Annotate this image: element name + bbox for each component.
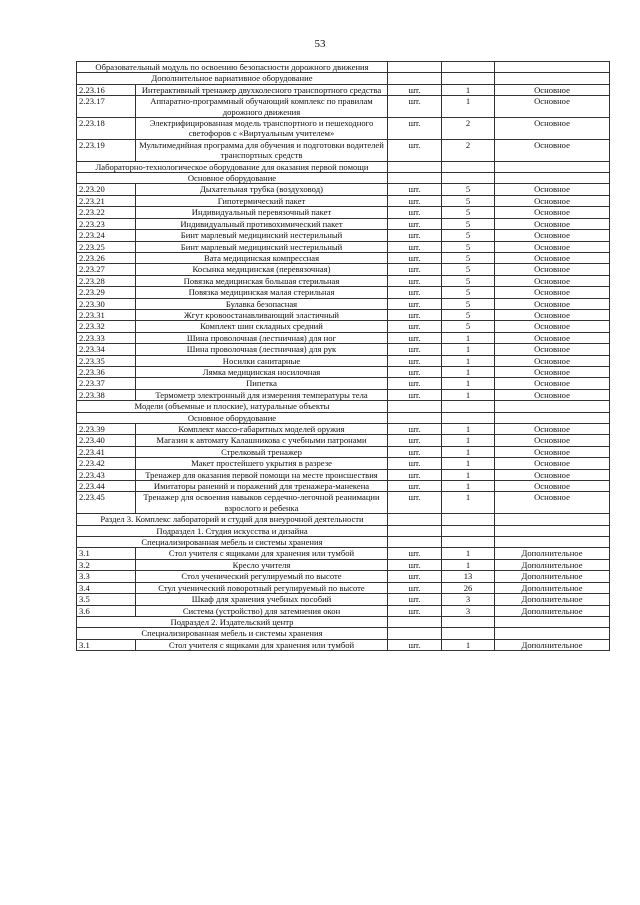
unit-cell (388, 537, 442, 548)
item-quantity: 5 (442, 287, 495, 298)
item-unit: шт. (388, 481, 442, 492)
item-number: 2.23.24 (77, 230, 136, 241)
item-type: Основное (495, 481, 610, 492)
type-cell (495, 161, 610, 172)
item-quantity: 1 (442, 481, 495, 492)
item-type: Дополнительное (495, 582, 610, 593)
table-row (77, 344, 610, 355)
qty-cell (442, 161, 495, 172)
table-row (77, 424, 610, 435)
item-quantity: 26 (442, 582, 495, 593)
qty-cell (442, 514, 495, 525)
item-quantity: 13 (442, 571, 495, 582)
item-name: Носилки санитарные (136, 355, 388, 366)
section-row (77, 161, 610, 172)
section-row (77, 412, 610, 423)
table-row (77, 241, 610, 252)
item-name: Кресло учителя (136, 559, 388, 570)
item-number: 2.23.42 (77, 458, 136, 469)
item-name: Стол ученический регулируемый по высоте (136, 571, 388, 582)
item-type: Основное (495, 241, 610, 252)
item-type: Основное (495, 118, 610, 140)
item-number: 2.23.36 (77, 366, 136, 377)
item-name: Мультимедийная программа для обучения и подготовки водителей транспортных средств (136, 139, 388, 161)
table-row (77, 309, 610, 320)
item-type: Основное (495, 139, 610, 161)
item-unit: шт. (388, 252, 442, 263)
item-unit: шт. (388, 389, 442, 400)
item-name: Тренажер для оказания первой помощи на месте происшествия (136, 469, 388, 480)
item-name: Стол учителя с ящиками для хранения или тумбой (136, 639, 388, 650)
table-row (77, 605, 610, 616)
table-row (77, 492, 610, 514)
item-type: Основное (495, 207, 610, 218)
item-quantity: 1 (442, 344, 495, 355)
unit-cell (388, 514, 442, 525)
item-name: Индивидуальный противохимический пакет (136, 218, 388, 229)
item-quantity: 5 (442, 275, 495, 286)
item-quantity: 1 (442, 446, 495, 457)
item-type: Основное (495, 389, 610, 400)
item-number: 2.23.35 (77, 355, 136, 366)
item-quantity: 1 (442, 424, 495, 435)
table-row (77, 481, 610, 492)
item-unit: шт. (388, 355, 442, 366)
item-number: 2.23.22 (77, 207, 136, 218)
item-number: 2.23.39 (77, 424, 136, 435)
section-row (77, 173, 610, 184)
item-type: Дополнительное (495, 605, 610, 616)
item-name: Макет простейшего укрытия в разрезе (136, 458, 388, 469)
table-row (77, 446, 610, 457)
qty-cell (442, 525, 495, 536)
item-type: Основное (495, 435, 610, 446)
type-cell (495, 537, 610, 548)
unit-cell (388, 616, 442, 627)
section-title: Основное оборудование (77, 173, 388, 184)
item-unit: шт. (388, 309, 442, 320)
item-quantity: 2 (442, 118, 495, 140)
table-row (77, 118, 610, 140)
qty-cell (442, 412, 495, 423)
table-row (77, 84, 610, 95)
type-cell (495, 514, 610, 525)
item-number: 2.23.40 (77, 435, 136, 446)
item-type: Основное (495, 366, 610, 377)
item-name: Имитаторы ранений и поражений для тренажера-манекена (136, 481, 388, 492)
table-row (77, 275, 610, 286)
item-unit: шт. (388, 548, 442, 559)
item-type: Основное (495, 275, 610, 286)
qty-cell (442, 401, 495, 412)
item-quantity: 5 (442, 241, 495, 252)
item-quantity: 1 (442, 389, 495, 400)
table-row (77, 218, 610, 229)
item-number: 3.2 (77, 559, 136, 570)
type-cell (495, 628, 610, 639)
qty-cell (442, 73, 495, 84)
item-type: Основное (495, 344, 610, 355)
type-cell (495, 412, 610, 423)
item-number: 3.4 (77, 582, 136, 593)
item-unit: шт. (388, 605, 442, 616)
item-name: Гипотермический пакет (136, 195, 388, 206)
item-unit: шт. (388, 298, 442, 309)
item-quantity: 1 (442, 492, 495, 514)
item-name: Шина проволочная (лестничная) для ног (136, 332, 388, 343)
item-quantity: 2 (442, 139, 495, 161)
table-row (77, 458, 610, 469)
item-name: Повязка медицинская малая стерильная (136, 287, 388, 298)
item-name: Тренажер для освоения навыков сердечно-легочной реанимации взрослого и ребенка (136, 492, 388, 514)
item-number: 2.23.43 (77, 469, 136, 480)
item-type: Основное (495, 230, 610, 241)
unit-cell (388, 62, 442, 73)
item-quantity: 5 (442, 195, 495, 206)
page-number: 53 (314, 38, 326, 50)
qty-cell (442, 62, 495, 73)
item-number: 2.23.23 (77, 218, 136, 229)
section-row (77, 73, 610, 84)
item-number: 2.23.26 (77, 252, 136, 263)
item-unit: шт. (388, 218, 442, 229)
item-number: 2.23.45 (77, 492, 136, 514)
item-name: Система (устройство) для затемнения окон (136, 605, 388, 616)
item-unit: шт. (388, 84, 442, 95)
item-unit: шт. (388, 424, 442, 435)
item-quantity: 1 (442, 559, 495, 570)
section-row (77, 616, 610, 627)
item-number: 2.23.25 (77, 241, 136, 252)
item-name: Бинт марлевый медицинский нестерильный (136, 230, 388, 241)
item-quantity: 5 (442, 218, 495, 229)
item-unit: шт. (388, 275, 442, 286)
item-quantity: 1 (442, 469, 495, 480)
qty-cell (442, 173, 495, 184)
item-quantity: 5 (442, 207, 495, 218)
table-row (77, 355, 610, 366)
table-row (77, 594, 610, 605)
item-number: 2.23.19 (77, 139, 136, 161)
table-row (77, 639, 610, 650)
item-quantity: 5 (442, 252, 495, 263)
item-unit: шт. (388, 446, 442, 457)
item-number: 2.23.30 (77, 298, 136, 309)
item-unit: шт. (388, 332, 442, 343)
item-type: Дополнительное (495, 559, 610, 570)
table-row (77, 366, 610, 377)
table-row (77, 548, 610, 559)
item-quantity: 5 (442, 230, 495, 241)
item-name: Вата медицинская компрессная (136, 252, 388, 263)
type-cell (495, 73, 610, 84)
table-row (77, 298, 610, 309)
section-title: Образовательный модуль по освоению безопасности дорожного движения (77, 62, 388, 73)
table-row (77, 389, 610, 400)
item-unit: шт. (388, 195, 442, 206)
section-title: Основное оборудование (77, 412, 388, 423)
type-cell (495, 401, 610, 412)
section-title: Раздел 3. Комплекс лабораторий и студий для внеурочной деятельности (77, 514, 388, 525)
item-number: 2.23.18 (77, 118, 136, 140)
item-name: Комплект массо-габаритных моделей оружия (136, 424, 388, 435)
item-unit: шт. (388, 469, 442, 480)
item-unit: шт. (388, 230, 442, 241)
item-number: 2.23.17 (77, 96, 136, 118)
item-type: Основное (495, 424, 610, 435)
section-row (77, 525, 610, 536)
item-quantity: 1 (442, 378, 495, 389)
item-unit: шт. (388, 458, 442, 469)
item-unit: шт. (388, 344, 442, 355)
item-type: Основное (495, 355, 610, 366)
type-cell (495, 173, 610, 184)
table-row (77, 559, 610, 570)
table-row (77, 582, 610, 593)
item-unit: шт. (388, 207, 442, 218)
item-name: Аппаратно-программный обучающий комплекс по правилам дорожного движения (136, 96, 388, 118)
item-type: Дополнительное (495, 594, 610, 605)
section-title: Лабораторно-технологическое оборудование для оказания первой помощи (77, 161, 388, 172)
item-type: Основное (495, 378, 610, 389)
item-name: Лямка медицинская носилочная (136, 366, 388, 377)
table-row (77, 264, 610, 275)
item-quantity: 1 (442, 84, 495, 95)
item-type: Основное (495, 184, 610, 195)
item-unit: шт. (388, 118, 442, 140)
item-type: Основное (495, 96, 610, 118)
section-title: Подраздел 1. Студия искусства и дизайна (77, 525, 388, 536)
item-quantity: 5 (442, 309, 495, 320)
item-quantity: 1 (442, 332, 495, 343)
item-quantity: 5 (442, 184, 495, 195)
item-name: Термометр электронный для измерения температуры тела (136, 389, 388, 400)
item-type: Основное (495, 446, 610, 457)
item-name: Магазин к автомату Калашникова с учебными патронами (136, 435, 388, 446)
item-unit: шт. (388, 287, 442, 298)
item-number: 2.23.33 (77, 332, 136, 343)
item-number: 3.5 (77, 594, 136, 605)
item-number: 3.6 (77, 605, 136, 616)
section-row (77, 62, 610, 73)
item-name: Шина проволочная (лестничная) для рук (136, 344, 388, 355)
item-quantity: 1 (442, 458, 495, 469)
item-number: 2.23.28 (77, 275, 136, 286)
item-type: Основное (495, 264, 610, 275)
item-name: Бинт марлевый медицинский нестерильный (136, 241, 388, 252)
item-type: Основное (495, 84, 610, 95)
item-number: 2.23.34 (77, 344, 136, 355)
item-number: 2.23.38 (77, 389, 136, 400)
item-type: Основное (495, 218, 610, 229)
item-unit: шт. (388, 184, 442, 195)
section-title: Специализированная мебель и системы хранения (77, 537, 388, 548)
item-name: Стол учителя с ящиками для хранения или тумбой (136, 548, 388, 559)
item-number: 3.1 (77, 548, 136, 559)
item-unit: шт. (388, 435, 442, 446)
item-type: Дополнительное (495, 571, 610, 582)
item-quantity: 1 (442, 96, 495, 118)
item-quantity: 5 (442, 264, 495, 275)
type-cell (495, 616, 610, 627)
table-row (77, 469, 610, 480)
item-unit: шт. (388, 264, 442, 275)
item-name: Жгут кровоостанавливающий эластичный (136, 309, 388, 320)
type-cell (495, 525, 610, 536)
unit-cell (388, 412, 442, 423)
item-unit: шт. (388, 139, 442, 161)
item-name: Булавка безопасная (136, 298, 388, 309)
item-number: 2.23.44 (77, 481, 136, 492)
item-type: Основное (495, 195, 610, 206)
type-cell (495, 62, 610, 73)
item-type: Основное (495, 469, 610, 480)
item-type: Дополнительное (495, 548, 610, 559)
item-unit: шт. (388, 96, 442, 118)
item-type: Основное (495, 321, 610, 332)
item-unit: шт. (388, 639, 442, 650)
table-row (77, 252, 610, 263)
table-row (77, 230, 610, 241)
table-row (77, 207, 610, 218)
item-type: Основное (495, 287, 610, 298)
table-row (77, 287, 610, 298)
section-row (77, 537, 610, 548)
unit-cell (388, 173, 442, 184)
item-number: 2.23.29 (77, 287, 136, 298)
item-type: Основное (495, 252, 610, 263)
unit-cell (388, 73, 442, 84)
unit-cell (388, 628, 442, 639)
item-name: Шкаф для хранения учебных пособий (136, 594, 388, 605)
item-unit: шт. (388, 321, 442, 332)
qty-cell (442, 537, 495, 548)
unit-cell (388, 161, 442, 172)
item-unit: шт. (388, 378, 442, 389)
item-name: Пипетка (136, 378, 388, 389)
item-name: Электрифицированная модель транспортного и пешеходного светофоров с «Виртуальным учителем» (136, 118, 388, 140)
item-unit: шт. (388, 366, 442, 377)
item-quantity: 1 (442, 435, 495, 446)
equipment-table-body (77, 62, 610, 651)
item-number: 2.23.16 (77, 84, 136, 95)
table-row (77, 139, 610, 161)
item-number: 2.23.27 (77, 264, 136, 275)
item-unit: шт. (388, 492, 442, 514)
unit-cell (388, 401, 442, 412)
item-type: Основное (495, 458, 610, 469)
item-unit: шт. (388, 241, 442, 252)
item-name: Дыхательная трубка (воздуховод) (136, 184, 388, 195)
table-row (77, 96, 610, 118)
item-number: 2.23.20 (77, 184, 136, 195)
item-number: 2.23.21 (77, 195, 136, 206)
item-number: 3.1 (77, 639, 136, 650)
qty-cell (442, 616, 495, 627)
item-type: Основное (495, 298, 610, 309)
table-row (77, 571, 610, 582)
item-name: Стул ученический поворотный регулируемый по высоте (136, 582, 388, 593)
section-title: Дополнительное вариативное оборудование (77, 73, 388, 84)
equipment-table (76, 61, 610, 651)
item-unit: шт. (388, 559, 442, 570)
item-unit: шт. (388, 594, 442, 605)
item-quantity: 5 (442, 298, 495, 309)
qty-cell (442, 628, 495, 639)
table-row (77, 435, 610, 446)
item-number: 2.23.31 (77, 309, 136, 320)
item-quantity: 3 (442, 594, 495, 605)
table-row (77, 332, 610, 343)
section-title: Подраздел 2. Издательский центр (77, 616, 388, 627)
item-type: Основное (495, 309, 610, 320)
section-row (77, 401, 610, 412)
item-unit: шт. (388, 571, 442, 582)
item-quantity: 1 (442, 639, 495, 650)
table-row (77, 321, 610, 332)
item-number: 2.23.37 (77, 378, 136, 389)
item-quantity: 5 (442, 321, 495, 332)
section-title: Специализированная мебель и системы хранения (77, 628, 388, 639)
section-row (77, 514, 610, 525)
unit-cell (388, 525, 442, 536)
item-name: Индивидуальный перевязочный пакет (136, 207, 388, 218)
section-row (77, 628, 610, 639)
item-quantity: 3 (442, 605, 495, 616)
item-name: Комплект шин складных средний (136, 321, 388, 332)
item-number: 2.23.41 (77, 446, 136, 457)
table-row (77, 378, 610, 389)
item-quantity: 1 (442, 548, 495, 559)
item-type: Основное (495, 492, 610, 514)
item-quantity: 1 (442, 355, 495, 366)
item-number: 3.3 (77, 571, 136, 582)
item-unit: шт. (388, 582, 442, 593)
item-quantity: 1 (442, 366, 495, 377)
item-name: Косынка медицинская (перевязочная) (136, 264, 388, 275)
item-name: Интерактивный тренажер двухколесного транспортного средства (136, 84, 388, 95)
table-row (77, 195, 610, 206)
item-name: Повязка медицинская большая стерильная (136, 275, 388, 286)
item-number: 2.23.32 (77, 321, 136, 332)
item-name: Стрелковый тренажер (136, 446, 388, 457)
table-row (77, 184, 610, 195)
item-type: Основное (495, 332, 610, 343)
item-type: Дополнительное (495, 639, 610, 650)
section-title: Модели (объемные и плоские), натуральные объекты (77, 401, 388, 412)
